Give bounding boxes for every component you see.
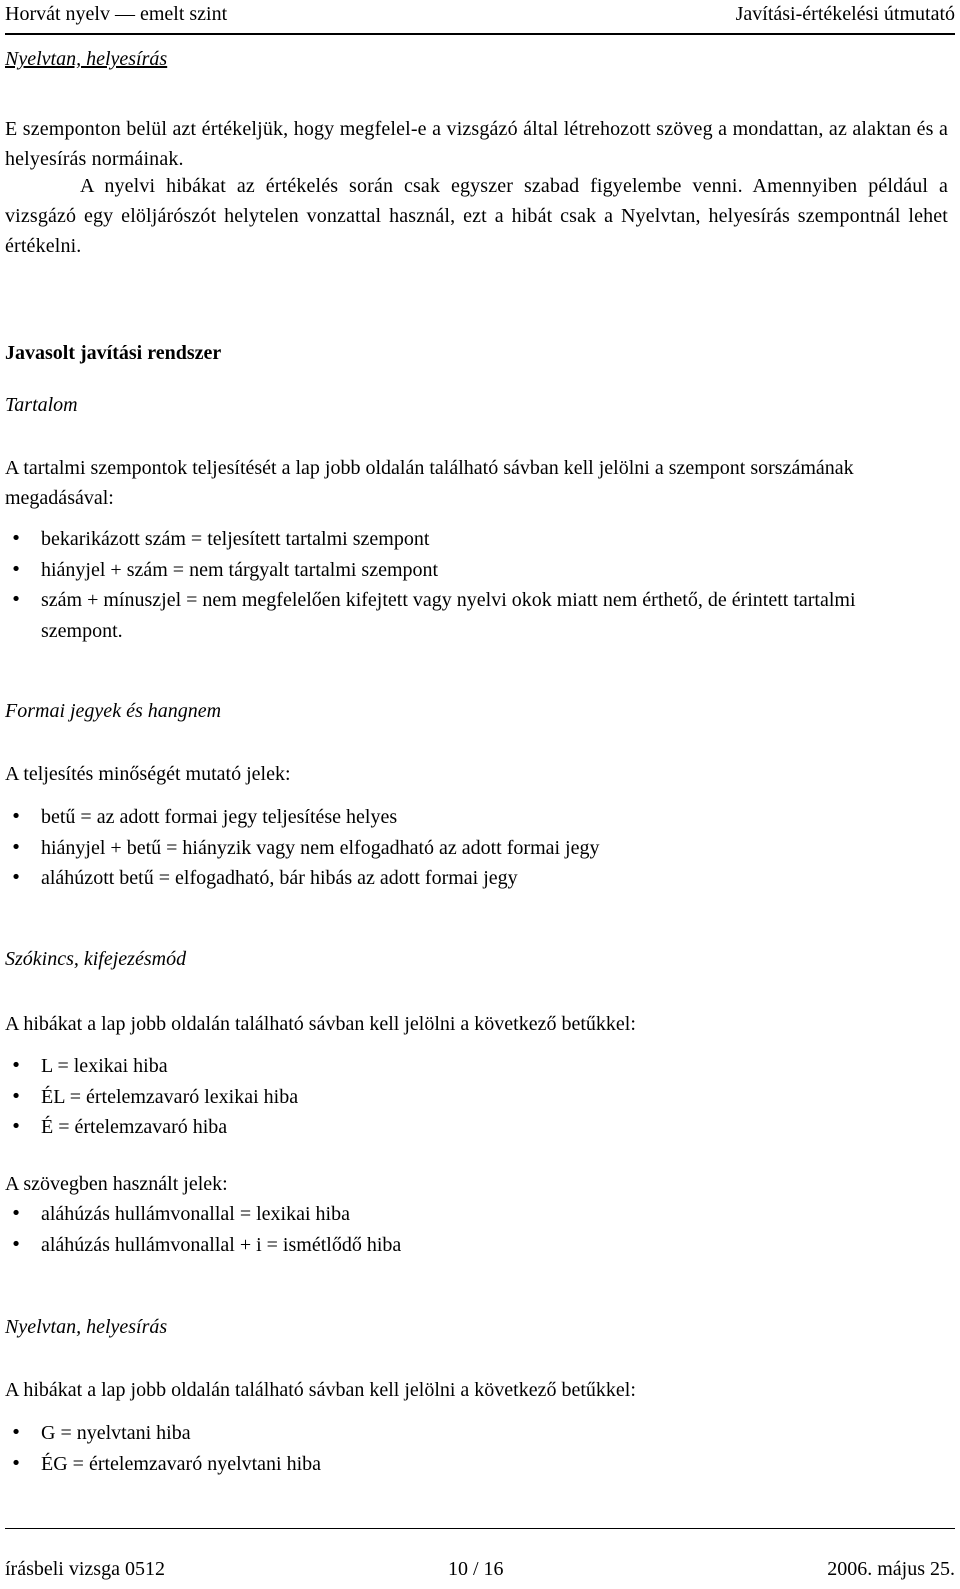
footer-page-number: 10 / 16: [448, 1558, 504, 1580]
bullet-icon: •: [10, 1116, 22, 1137]
szokincs-list: [5, 1051, 948, 1143]
formai-list: [5, 802, 948, 894]
list-item-text: aláhúzás hullámvonallal = lexikai hiba: [41, 1203, 350, 1225]
list-item: [5, 1051, 948, 1082]
list-item: [5, 1230, 948, 1261]
list-item: [5, 1082, 948, 1113]
list-item: [5, 802, 948, 833]
bullet-icon: •: [10, 867, 22, 888]
header-left: Horvát nyelv — emelt szint: [5, 3, 228, 25]
list-item: [5, 555, 948, 586]
list-item-text: ÉG = értelemzavaró nyelvtani hiba: [41, 1452, 322, 1475]
szokincs-heading: Szókincs, kifejezésmód: [5, 948, 187, 970]
list-item: [5, 833, 948, 864]
nyelvtan-text: A hibákat a lap jobb oldalán található sávban kell jelölni a következő betűkkel:: [5, 1379, 636, 1401]
bullet-icon: •: [10, 1422, 22, 1443]
bullet-icon: •: [10, 1055, 22, 1076]
list-item-text: ÉL = értelemzavaró lexikai hiba: [41, 1085, 299, 1108]
page-footer: [5, 1556, 955, 1586]
intro-paragraph-2: A nyelvi hibákat az értékelés során csak egyszer szabad figyelembe venni. Amennyiben például a vizsgázó egy elöljárószót helytelen vonzattal használ, ezt a hibát csak a Nyelvtan, helyesírás szempontnál lehet értékelni.: [5, 175, 948, 257]
list-item-text: hiányjel + szám = nem tárgyalt tartalmi szempont: [41, 558, 439, 581]
bullet-icon: •: [10, 1203, 22, 1224]
bullet-icon: •: [10, 1085, 22, 1107]
header-rule: [5, 33, 955, 35]
bullet-icon: •: [10, 528, 22, 549]
list-item-text: aláhúzás hullámvonallal + i = ismétlődő hiba: [41, 1233, 402, 1256]
system-title: Javasolt javítási rendszer: [5, 342, 222, 364]
tartalom-text: A tartalmi szempontok teljesítését a lap jobb oldalán található sávban kell jelölni a szempont sorszámának megadásával:: [5, 457, 854, 509]
bullet-icon: •: [10, 589, 22, 610]
list-item-text: L = lexikai hiba: [41, 1055, 168, 1077]
formai-heading: Formai jegyek és hangnem: [5, 700, 222, 722]
nyelvtan-list: [5, 1418, 948, 1479]
bullet-icon: •: [10, 558, 22, 580]
list-item: [5, 1112, 948, 1143]
footer-exam-code: írásbeli vizsga 0512: [5, 1558, 165, 1580]
footer-date: 2006. május 25.: [827, 1558, 955, 1580]
page-header: [5, 0, 955, 30]
formai-text: A teljesítés minőségét mutató jelek:: [5, 763, 291, 785]
bullet-icon: •: [10, 1233, 22, 1255]
bullet-icon: •: [10, 1452, 22, 1474]
tartalom-heading: Tartalom: [5, 394, 78, 416]
list-item-text: É = értelemzavaró hiba: [41, 1116, 228, 1138]
list-item-text: szám + mínuszjel = nem megfelelően kifejtett vagy nyelvi okok miatt nem érthető, de érintett tartalmi szempont.: [41, 589, 856, 642]
list-item-text: aláhúzott betű = elfogadható, bár hibás az adott formai jegy: [41, 867, 518, 889]
list-item-text: betű = az adott formai jegy teljesítése helyes: [41, 806, 398, 828]
list-item: [5, 524, 948, 555]
szokincs-text-2: A szövegben használt jelek:: [5, 1173, 228, 1195]
list-item: [5, 863, 948, 894]
szokincs-list-2: [5, 1199, 948, 1260]
intro-heading: Nyelvtan, helyesírás: [5, 48, 168, 70]
bullet-icon: •: [10, 806, 22, 827]
szokincs-text: A hibákat a lap jobb oldalán található sávban kell jelölni a következő betűkkel:: [5, 1013, 636, 1035]
list-item: [5, 1199, 948, 1230]
list-item: [5, 1449, 948, 1480]
list-item: [5, 585, 948, 646]
tartalom-list: [5, 524, 948, 646]
header-right: Javítási-értékelési útmutató: [735, 3, 955, 25]
footer-rule: [5, 1528, 955, 1529]
list-item-text: bekarikázott szám = teljesített tartalmi szempont: [41, 528, 430, 550]
list-item: [5, 1418, 948, 1449]
bullet-icon: •: [10, 836, 22, 858]
list-item-text: G = nyelvtani hiba: [41, 1422, 191, 1444]
nyelvtan-heading: Nyelvtan, helyesírás: [5, 1316, 168, 1338]
list-item-text: hiányjel + betű = hiányzik vagy nem elfogadható az adott formai jegy: [41, 836, 600, 859]
intro-paragraph-1: E szemponton belül azt értékeljük, hogy megfelel-e a vizsgázó által létrehozott szöveg a mondattan, az alaktan és a helyesírás normáinak.: [5, 118, 948, 170]
